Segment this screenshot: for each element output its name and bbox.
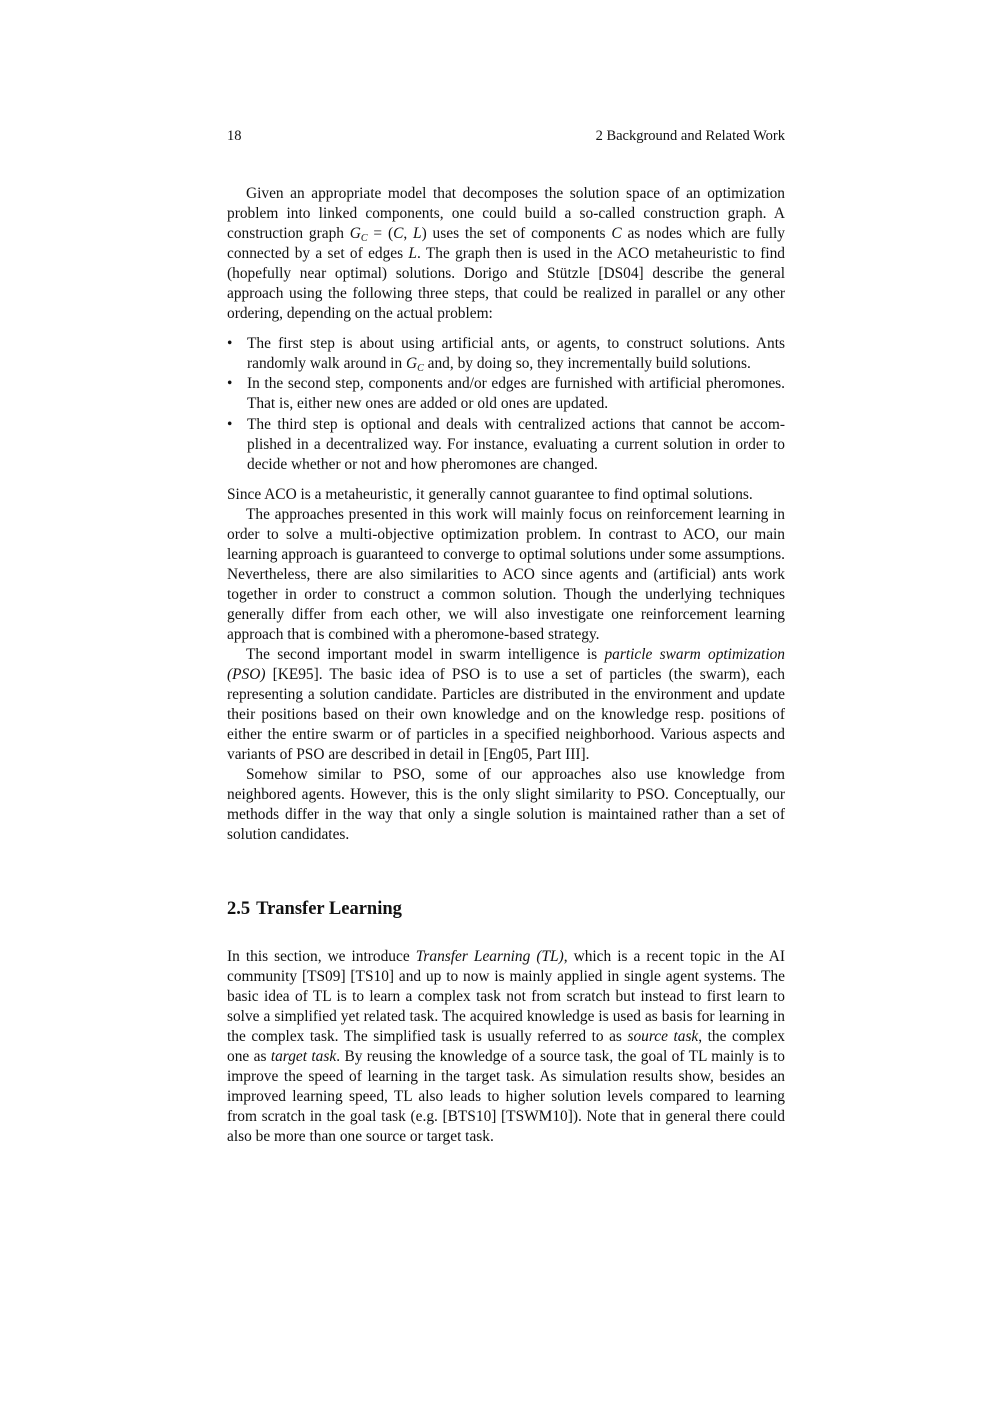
math-symbol: L (413, 225, 422, 243)
list-item (227, 374, 785, 414)
list-item-text: The first step is about using artificial ants, or agents, to construct solutions. Ants randomly walk around in (247, 335, 785, 373)
bullet-icon: • (227, 335, 233, 353)
math-subscript: C (360, 233, 368, 245)
math-symbol: L (408, 245, 417, 263)
paragraph-rl: The approaches presented in this work will mainly focus on reinforcement learning in order to solve a multi-objective optimization problem. In contrast to ACO, our main learning approach is guaranteed to converge to optimal solutions under some assumptions. Nevertheless, there are also similarities to ACO since agents and (artificial) ants work together in order to construct a common solution. Though the underlying techniques generally differ from each other, we will also investigate one reinforcement learning approach that is combined with a pheromone-based strategy. (227, 505, 785, 643)
list-item (227, 334, 785, 374)
section-heading (227, 897, 402, 921)
paragraph-similar: Somehow similar to PSO, some of our approaches also use knowledge from neighbored agents. However, this is the only slight similarity to PSO. Conceptually, our methods differ in the way that only a single solution is maintained rather than a set of solution candidates. (227, 766, 785, 844)
chapter-title: 2 Background and Related Work (595, 128, 785, 144)
emphasis-term: target task (270, 1048, 337, 1066)
intro-text: , (403, 225, 414, 243)
intro-text: = ( (367, 225, 394, 243)
paragraph-aco: Since ACO is a metaheuristic, it generally cannot guarantee to find optimal solutions. (227, 485, 753, 503)
paragraph-text: In this section, we introduce (227, 948, 416, 965)
intro-text: ) uses the set of components (421, 225, 612, 243)
list-item (227, 415, 785, 475)
emphasis-term: Transfer Learning (TL) (415, 948, 564, 965)
math-gc (349, 225, 368, 245)
list-item-text: The third step is optional and deals with centralized actions that cannot be accomplished in a decentralized way. For instance, evaluating a current solution in order to decide whether or not and how pheromones are changed. (247, 415, 785, 473)
section-title: Transfer Learning (256, 899, 402, 919)
list-item-text: In the second step, components and/or edges are furnished with artificial pheromones. That is, either new ones are added or old ones are updated. (247, 375, 785, 413)
intro-paragraph (227, 184, 785, 324)
math-symbol: G (349, 225, 361, 243)
intro-text: as nodes which are fully connected by a set of edges (227, 225, 785, 263)
intro-text: . The graph then is used in the ACO metaheuristic to find (hopefully near optimal) solutions. Dorigo and Stützle [DS04] describe the general approach using the following three steps, that could be realized in parallel or any other ordering, depending on the actual problem: (227, 245, 785, 323)
intro-text: Given an appropriate model that decomposes the solution space of an optimization problem into linked components, one could build a so-called construction graph. A construction graph (227, 185, 785, 243)
page-number: 18 (227, 128, 242, 144)
paragraph-text: [KE95]. The basic idea of PSO is to use a set of particles (the swarm), each representing a solution candidate. Particles are distributed in the environment and update their positions based on their own knowledge and on the knowledge resp. positions of either the entire swarm or of particles in a specified neighborhood. Various aspects and variants of PSO are described in detail in [Eng05, Part III]. (227, 666, 785, 764)
paragraph-text: . By reusing the knowledge of a source task, the goal of TL mainly is to improve the speed of learning in the target task. As simulation results show, besides an improved learning speed, TL also leads to higher solution levels compared to learning from scratch in the goal task (e.g. [BTS10] [TSWM10]). Note that in general there could also be more than one source or target task. (227, 1048, 785, 1146)
paragraph-pso (227, 645, 785, 765)
math-symbol: C (393, 225, 404, 243)
list-item-text: and, by doing so, they incrementally build solutions. (423, 355, 751, 373)
math-symbol: G (406, 355, 418, 373)
paragraph-text: , which is a recent topic in the AI community [TS09] [TS10] and up to now is mainly applied in single agent systems. The basic idea of TL is to learn a complex task not from scratch but instead to first learn to solve a simplified yet related task. The acquired knowledge is used as basis for learning in the complex task. The simplified task is usually referred to as (227, 948, 785, 1046)
steps-list (227, 334, 785, 474)
section-paragraph (227, 947, 785, 1147)
math-subscript: C (417, 363, 424, 375)
paragraph-text: The second important model in swarm intelligence is (246, 646, 605, 664)
emphasis-term: source task (627, 1028, 699, 1046)
emphasis-term: particle swarm optimization (PSO) (227, 646, 785, 684)
paragraph-text: , the complex one as (227, 1028, 785, 1066)
bullet-icon: • (227, 415, 233, 433)
math-symbol: C (611, 225, 622, 243)
section-number: 2.5 (227, 899, 251, 919)
math-gc (406, 355, 424, 375)
body-text (227, 184, 785, 846)
bullet-icon: • (227, 375, 233, 393)
